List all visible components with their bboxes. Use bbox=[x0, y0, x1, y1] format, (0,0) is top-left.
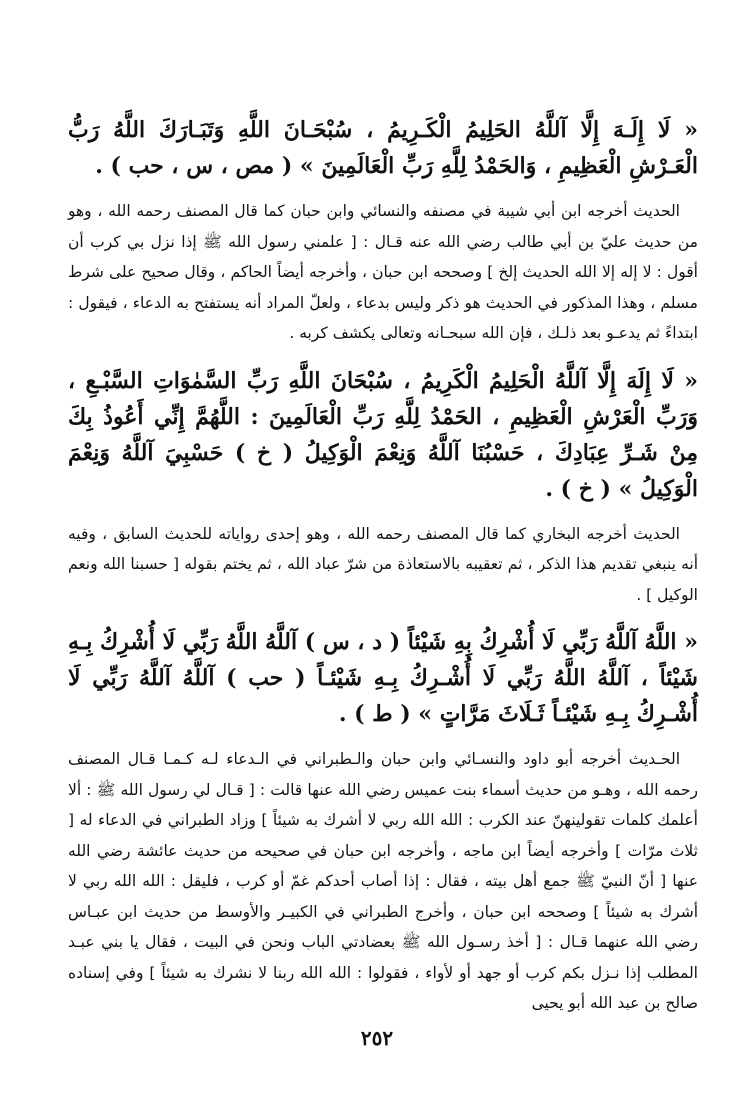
page-number: ٢٥٢ bbox=[360, 1026, 394, 1050]
supplication-text: « لَا إِلَـهَ إِلَّا آللَّهُ الحَلِيمُ الْكَـرِيمُ ، سُبْحَـانَ اللَّهِ وَتَبَـارَكَ اللَّهُ رَبُّ الْعَـرْشِ الْعَظِيمِ ، وَالحَمْدُ لِلَّهِ رَبِّ الْعَالَمِينَ » ( مص ، س ، حب ) . bbox=[68, 117, 698, 179]
supplication-text: « لَا إِلَهَ إِلَّا آللَّهُ الْحَلِيمُ الْكَرِيمُ ، سُبْحَانَ اللَّهِ رَبِّ السَّمٰوَاتِ السَّبْـعِ ، وَرَبِّ الْعَرْشِ الْعَظِيمِ ، الحَمْدُ لِلَّهِ رَبِّ الْعَالَمِينَ : اللَّهُمَّ إِنِّي أَعُوذُ بِكَ مِنْ شَـرِّ عِبَادِكَ ، حَسْبُنَا آللَّهُ وَنِعْمَ الْوَكِيلُ ( خ ) حَسْبِيَ آللَّهُ وَنِعْمَ الْوَكِيلُ » ( خ ) . bbox=[68, 367, 698, 502]
page-content bbox=[68, 112, 698, 1019]
commentary-paragraph: الحديث أخرجه البخاري كما قال المصنف رحمه الله ، وهو إحدى رواياته للحديث السابق ، وفيه أنه ينبغي تقديم هذا الذكر ، ثم تعقيبه بالاستعاذة من شرّ عباد الله ، ثم يختم بقوله [ حسبنا الله ونعم الوكيل ] . bbox=[68, 524, 698, 604]
supplication-text: « اللَّهُ آللَّهُ رَبِّي لَا أُشْرِكُ بِهِ شَيْئاً ( د ، س ) آللَّهُ اللَّهُ رَبِّي لَا أُشْرِكُ بِـهِ شَيْئاً ، آللَّهُ اللَّهُ رَبِّي لَا أُشْـرِكُ بِـهِ شَيْئـاً ( حب ) آللَّهُ آللَّهُ رَبِّي لَا أُشْـرِكُ بِـهِ شَيْئـاً ثَـلَاثَ مَرَّاتٍ » ( ط ) . bbox=[68, 629, 698, 727]
commentary-paragraph: الحـديث أخرجه أبو داود والنسـائي وابن حبان والـطبراني في الـدعاء لـه كـمـا قـال المصنف رحمه الله ، وهـو من حديث أسماء بنت عميس رضي الله عنها قالت : [ قـال لي رسول الله ﷺ : ألا أعلمك كلمات تقولينهنّ عند الكرب : الله الله ربي لا أشرك به شيئاً ] وزاد الطبراني في الدعاء له [ ثلاث مرّات ] وأخرجه أيضاً ابن ماجه ، وأخرجه ابن حبان في صحيحه من حديث عائشة رضي الله عنها [ أنّ النبيّ ﷺ جمع أهل بيته ، فقال : إذا أصاب أحدكم غمّ أو كرب ، فليقل : الله الله ربي لا أشرك به شيئاً ] وصححه ابن حبان ، وأخرج الطبراني في الكبيـر والأوسط من حديث ابن عبـاس رضي الله عنهما قـال : [ أخذ رسـول الله ﷺ بعضادتي الباب ونحن في البيت ، فقال يا بني عبـد المطلب إذا نـزل بكم كرب أو جهد أو لأواء ، فقولوا : الله الله ربنا لا نشرك به شيئاً ] وفي إسناده صالح بن عبد الله أبو يحيى bbox=[68, 750, 698, 1012]
commentary-paragraph: الحديث أخرجه ابن أبي شيبة في مصنفه والنسائي وابن حبان كما قال المصنف رحمه الله ، وهو من حديث عليّ بن أبي طالب رضي الله عنه قـال : [ علمني رسول الله ﷺ إذا نزل بي كرب أن أقول : لا إله إلا الله الحديث إلخ ] وصححه ابن حبان ، وأخرجه أيضاً الحاكم ، وقال صحيح على شرط مسلم ، وهذا المذكور في الحديث هو ذكر وليس بدعاء ، ولعلّ المراد أنه يستفتح به الدعاء ، فيقول : ابتداءً ثم يدعـو بعد ذلـك ، فإن الله سبحـانه وتعالى يكشف كربه . bbox=[68, 202, 698, 342]
